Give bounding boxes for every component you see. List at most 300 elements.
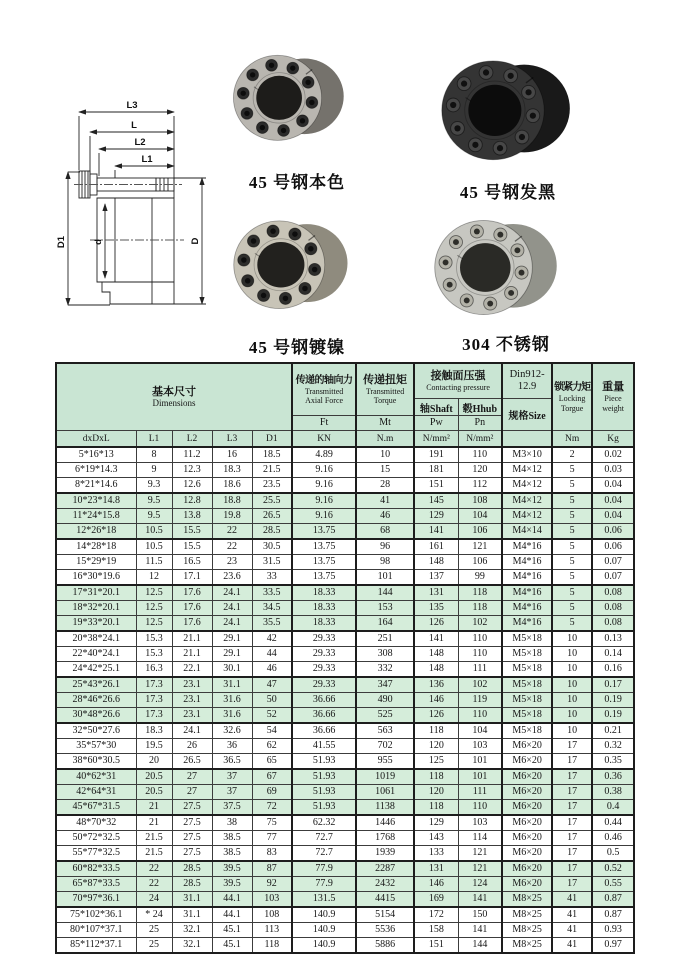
cell-ft: 72.7 [292, 846, 356, 862]
cell-l1: 20.5 [136, 769, 172, 785]
cell-kg: 0.08 [592, 585, 634, 601]
cell-dxdxl: 30*48*26.6 [56, 708, 136, 724]
cell-pn: 101 [458, 769, 502, 785]
cell-pw: 126 [414, 616, 458, 632]
cell-l2: 27.5 [172, 800, 212, 816]
cell-pw: 148 [414, 555, 458, 570]
cell-l3: 37 [212, 769, 252, 785]
cell-l1: 12.5 [136, 601, 172, 616]
cell-l2: 28.5 [172, 877, 212, 892]
cell-d1: 18.5 [252, 447, 292, 463]
cell-l2: 12.6 [172, 478, 212, 494]
cell-pw: 120 [414, 739, 458, 754]
cell-l3: 29.1 [212, 647, 252, 662]
cell-pw: 125 [414, 754, 458, 770]
cell-pw: 148 [414, 662, 458, 678]
cell-l2: 13.8 [172, 509, 212, 524]
cell-mt: 96 [356, 539, 414, 555]
unit-ft: KN [292, 431, 356, 448]
cell-kg: 0.5 [592, 846, 634, 862]
cell-size: M6×20 [502, 815, 552, 831]
cell-l1: 15.3 [136, 631, 172, 647]
cell-size: M5×18 [502, 647, 552, 662]
cell-l3: 37.5 [212, 800, 252, 816]
cell-l1: 22 [136, 861, 172, 877]
cell-kg: 0.16 [592, 662, 634, 678]
cell-d1: 47 [252, 677, 292, 693]
cell-size: M5×18 [502, 693, 552, 708]
cell-pn: 120 [458, 463, 502, 478]
cell-l3: 24.1 [212, 616, 252, 632]
cell-kg: 0.13 [592, 631, 634, 647]
cell-size: M4*16 [502, 555, 552, 570]
cell-l1: 10.5 [136, 524, 172, 540]
cell-nm: 5 [552, 509, 592, 524]
table-header [56, 363, 634, 447]
cell-nm: 41 [552, 907, 592, 923]
cell-pw: 146 [414, 693, 458, 708]
cell-pn: 106 [458, 524, 502, 540]
cell-nm: 5 [552, 601, 592, 616]
cell-pw: 141 [414, 524, 458, 540]
cell-kg: 0.44 [592, 815, 634, 831]
header-locking-torque: 锁紧力矩 Locking Torgue [552, 363, 592, 431]
cell-pn: 141 [458, 923, 502, 938]
cell-l3: 19.8 [212, 509, 252, 524]
cell-l3: 38 [212, 815, 252, 831]
cell-size: M6×20 [502, 800, 552, 816]
cell-l3: 45.1 [212, 938, 252, 954]
cell-l3: 36 [212, 739, 252, 754]
cell-d1: 108 [252, 907, 292, 923]
unit-dxdxl: dxDxL [56, 431, 136, 448]
table-row [56, 846, 634, 862]
cell-pn: 121 [458, 539, 502, 555]
cell-mt: 525 [356, 708, 414, 724]
cell-kg: 0.04 [592, 509, 634, 524]
cell-dxdxl: 11*24*15.8 [56, 509, 136, 524]
cell-dxdxl: 10*23*14.8 [56, 493, 136, 509]
cell-ft: 36.66 [292, 693, 356, 708]
cell-d1: 26.5 [252, 509, 292, 524]
cell-kg: 0.97 [592, 938, 634, 954]
header-pw-symbol: Pw [414, 416, 458, 431]
cell-size: M8×25 [502, 907, 552, 923]
cell-kg: 0.08 [592, 616, 634, 632]
cell-ft: 131.5 [292, 892, 356, 908]
cell-l2: 23.1 [172, 677, 212, 693]
cell-size: M6×20 [502, 831, 552, 846]
cell-l1: 8 [136, 447, 172, 463]
cell-dxdxl: 45*67*31.5 [56, 800, 136, 816]
cell-pn: 150 [458, 907, 502, 923]
cell-kg: 0.02 [592, 447, 634, 463]
cell-mt: 5154 [356, 907, 414, 923]
cell-dxdxl: 70*97*36.1 [56, 892, 136, 908]
cell-ft: 29.33 [292, 677, 356, 693]
cell-l2: 15.5 [172, 539, 212, 555]
cell-pw: 143 [414, 831, 458, 846]
cell-l2: 27.5 [172, 831, 212, 846]
cell-size: M6×20 [502, 739, 552, 754]
cell-ft: 41.55 [292, 739, 356, 754]
cell-d1: 77 [252, 831, 292, 846]
cell-mt: 1768 [356, 831, 414, 846]
cell-l3: 18.3 [212, 463, 252, 478]
cell-dxdxl: 38*60*30.5 [56, 754, 136, 770]
cell-mt: 4415 [356, 892, 414, 908]
cell-ft: 13.75 [292, 539, 356, 555]
cell-size: M3×10 [502, 447, 552, 463]
cell-l3: 18.6 [212, 478, 252, 494]
cell-nm: 17 [552, 846, 592, 862]
header-axial-force: 传递的轴向力 Transmitted Axial Force [292, 363, 356, 416]
cell-l2: 27 [172, 785, 212, 800]
cell-d1: 103 [252, 892, 292, 908]
cell-ft: 18.33 [292, 601, 356, 616]
table-row [56, 785, 634, 800]
cell-ft: 29.33 [292, 631, 356, 647]
cell-kg: 0.08 [592, 601, 634, 616]
cell-mt: 5886 [356, 938, 414, 954]
table-row [56, 907, 634, 923]
cell-l1: 20.5 [136, 785, 172, 800]
cell-size: M4×12 [502, 493, 552, 509]
table-row [56, 769, 634, 785]
table-row [56, 831, 634, 846]
table-row [56, 478, 634, 494]
product-label: 45 号钢发黑 [459, 183, 557, 202]
cell-mt: 308 [356, 647, 414, 662]
cell-mt: 1939 [356, 846, 414, 862]
cell-pn: 110 [458, 447, 502, 463]
cell-nm: 2 [552, 447, 592, 463]
cell-nm: 10 [552, 708, 592, 724]
locking-assembly-image [224, 36, 350, 166]
cell-kg: 0.07 [592, 570, 634, 586]
cell-l2: 27.5 [172, 815, 212, 831]
cell-dxdxl: 25*43*26.1 [56, 677, 136, 693]
cell-l3: 31.6 [212, 708, 252, 724]
cell-kg: 0.19 [592, 693, 634, 708]
table-row [56, 616, 634, 632]
cell-mt: 563 [356, 723, 414, 739]
cell-dxdxl: 75*102*36.1 [56, 907, 136, 923]
cell-l2: 17.6 [172, 616, 212, 632]
cell-pw: 131 [414, 861, 458, 877]
cell-nm: 17 [552, 769, 592, 785]
cell-pw: 129 [414, 509, 458, 524]
cell-ft: 9.16 [292, 463, 356, 478]
cell-size: M6×20 [502, 877, 552, 892]
cell-kg: 0.38 [592, 785, 634, 800]
table-row [56, 493, 634, 509]
cell-l1: 9.5 [136, 493, 172, 509]
cell-pn: 118 [458, 585, 502, 601]
cell-d1: 31.5 [252, 555, 292, 570]
cell-pw: 129 [414, 815, 458, 831]
cell-dxdxl: 35*57*30 [56, 739, 136, 754]
cell-ft: 62.32 [292, 815, 356, 831]
cell-l1: * 24 [136, 907, 172, 923]
cell-dxdxl: 65*87*33.5 [56, 877, 136, 892]
cell-mt: 10 [356, 447, 414, 463]
cell-l3: 24.1 [212, 601, 252, 616]
cell-l2: 24.1 [172, 723, 212, 739]
cell-l3: 30.1 [212, 662, 252, 678]
cell-ft: 36.66 [292, 708, 356, 724]
cell-ft: 18.33 [292, 616, 356, 632]
cell-kg: 0.03 [592, 463, 634, 478]
cell-nm: 41 [552, 938, 592, 954]
table-row [56, 708, 634, 724]
cell-nm: 17 [552, 739, 592, 754]
cell-size: M4×12 [502, 478, 552, 494]
cell-d1: 72 [252, 800, 292, 816]
unit-l1: L1 [136, 431, 172, 448]
cell-nm: 5 [552, 555, 592, 570]
cell-size: M4×14 [502, 524, 552, 540]
table-row [56, 923, 634, 938]
cell-nm: 5 [552, 524, 592, 540]
cell-l3: 32.6 [212, 723, 252, 739]
cell-l1: 15.3 [136, 647, 172, 662]
cell-dxdxl: 80*107*37.1 [56, 923, 136, 938]
cell-nm: 10 [552, 647, 592, 662]
cell-pw: 148 [414, 647, 458, 662]
cell-dxdxl: 32*50*27.6 [56, 723, 136, 739]
cell-nm: 41 [552, 923, 592, 938]
cell-kg: 0.06 [592, 524, 634, 540]
table-row [56, 677, 634, 693]
cell-mt: 2287 [356, 861, 414, 877]
cell-l1: 22 [136, 877, 172, 892]
cell-nm: 5 [552, 463, 592, 478]
cell-ft: 18.33 [292, 585, 356, 601]
cell-l3: 29.1 [212, 631, 252, 647]
cell-dxdxl: 40*62*31 [56, 769, 136, 785]
cell-ft: 29.33 [292, 647, 356, 662]
cell-l3: 22 [212, 524, 252, 540]
unit-nm: Nm [552, 431, 592, 448]
cell-dxdxl: 19*33*20.1 [56, 616, 136, 632]
cell-pn: 141 [458, 892, 502, 908]
cell-pn: 121 [458, 861, 502, 877]
table-row [56, 754, 634, 770]
cell-size: M4*16 [502, 585, 552, 601]
cell-size: M5×18 [502, 631, 552, 647]
table-row [56, 463, 634, 478]
table-row [56, 693, 634, 708]
cell-l2: 17.6 [172, 601, 212, 616]
cell-ft: 51.93 [292, 785, 356, 800]
unit-kg: Kg [592, 431, 634, 448]
cell-size: M6×20 [502, 785, 552, 800]
table-row [56, 861, 634, 877]
cell-ft: 13.75 [292, 570, 356, 586]
cell-nm: 17 [552, 831, 592, 846]
cell-size: M5×18 [502, 723, 552, 739]
cell-size: M4*16 [502, 616, 552, 632]
cell-kg: 0.07 [592, 555, 634, 570]
unit-l2: L2 [172, 431, 212, 448]
cell-l1: 19.5 [136, 739, 172, 754]
cell-mt: 144 [356, 585, 414, 601]
cell-l1: 21 [136, 815, 172, 831]
cell-pw: 181 [414, 463, 458, 478]
cell-nm: 17 [552, 800, 592, 816]
cell-l1: 20 [136, 754, 172, 770]
cell-l1: 9 [136, 463, 172, 478]
cell-mt: 1019 [356, 769, 414, 785]
cell-size: M5×18 [502, 677, 552, 693]
cell-dxdxl: 18*32*20.1 [56, 601, 136, 616]
cell-pw: 146 [414, 877, 458, 892]
cell-nm: 5 [552, 478, 592, 494]
cell-l1: 17.3 [136, 677, 172, 693]
cell-d1: 28.5 [252, 524, 292, 540]
cell-l3: 44.1 [212, 892, 252, 908]
cell-pn: 111 [458, 785, 502, 800]
cell-l1: 11.5 [136, 555, 172, 570]
cell-kg: 0.06 [592, 539, 634, 555]
cell-nm: 10 [552, 693, 592, 708]
cell-d1: 54 [252, 723, 292, 739]
cell-l2: 11.2 [172, 447, 212, 463]
cell-l3: 38.5 [212, 831, 252, 846]
cell-d1: 69 [252, 785, 292, 800]
header-din: Din912- 12.9 [502, 363, 552, 399]
cell-mt: 1061 [356, 785, 414, 800]
unit-row [56, 431, 634, 448]
cell-nm: 17 [552, 754, 592, 770]
cell-l2: 22.1 [172, 662, 212, 678]
cell-pw: 158 [414, 923, 458, 938]
cell-pw: 137 [414, 570, 458, 586]
cell-l3: 37 [212, 785, 252, 800]
cell-nm: 10 [552, 662, 592, 678]
cell-d1: 42 [252, 631, 292, 647]
cell-kg: 0.87 [592, 892, 634, 908]
cell-l3: 23.6 [212, 570, 252, 586]
cell-d1: 23.5 [252, 478, 292, 494]
cell-ft: 72.7 [292, 831, 356, 846]
cell-l3: 39.5 [212, 861, 252, 877]
cell-l1: 21 [136, 800, 172, 816]
cell-mt: 490 [356, 693, 414, 708]
cell-l1: 12.5 [136, 585, 172, 601]
cell-mt: 332 [356, 662, 414, 678]
cell-kg: 0.19 [592, 708, 634, 724]
cell-size: M4*16 [502, 539, 552, 555]
cell-nm: 5 [552, 570, 592, 586]
table-row [56, 447, 634, 463]
cell-d1: 52 [252, 708, 292, 724]
cell-pw: 133 [414, 846, 458, 862]
header-dimensions: 基本尺寸 Dimensions [56, 363, 292, 431]
cell-l2: 15.5 [172, 524, 212, 540]
cell-d1: 75 [252, 815, 292, 831]
cell-nm: 5 [552, 616, 592, 632]
header-contact-pressure: 接触面压强 Contacting pressure [414, 363, 502, 399]
cell-mt: 46 [356, 509, 414, 524]
cell-size: M6×20 [502, 846, 552, 862]
cell-pw: 126 [414, 708, 458, 724]
spec-table [55, 362, 635, 954]
cell-mt: 98 [356, 555, 414, 570]
cell-l3: 23 [212, 555, 252, 570]
cell-d1: 33 [252, 570, 292, 586]
cell-d1: 50 [252, 693, 292, 708]
cell-kg: 0.04 [592, 478, 634, 494]
cell-pn: 124 [458, 877, 502, 892]
locking-assembly-image [430, 50, 578, 178]
cell-pw: 145 [414, 493, 458, 509]
cell-pw: 136 [414, 677, 458, 693]
dim-label-l: L [131, 120, 137, 131]
cell-l1: 10.5 [136, 539, 172, 555]
cell-d1: 87 [252, 861, 292, 877]
cell-l1: 17.3 [136, 708, 172, 724]
cell-kg: 0.35 [592, 754, 634, 770]
cell-l2: 12.3 [172, 463, 212, 478]
cell-dxdxl: 60*82*33.5 [56, 861, 136, 877]
cell-l2: 27 [172, 769, 212, 785]
product-photo-steel-natural [224, 36, 350, 166]
header-shaft: 轴Shaft [414, 399, 458, 416]
dim-label-l2: L2 [134, 137, 146, 148]
cell-pw: 169 [414, 892, 458, 908]
cell-mt: 955 [356, 754, 414, 770]
cell-ft: 13.75 [292, 524, 356, 540]
cell-l1: 18.3 [136, 723, 172, 739]
cell-pn: 119 [458, 693, 502, 708]
cell-size: M4×12 [502, 463, 552, 478]
table-row [56, 631, 634, 647]
cell-ft: 9.16 [292, 478, 356, 494]
cell-dxdxl: 8*21*14.6 [56, 478, 136, 494]
cell-dxdxl: 50*72*32.5 [56, 831, 136, 846]
cell-pn: 144 [458, 938, 502, 954]
cell-size: M8×25 [502, 938, 552, 954]
cell-mt: 153 [356, 601, 414, 616]
cell-pw: 151 [414, 938, 458, 954]
cell-dxdxl: 42*64*31 [56, 785, 136, 800]
cell-d1: 35.5 [252, 616, 292, 632]
cell-d1: 83 [252, 846, 292, 862]
cell-pn: 118 [458, 601, 502, 616]
table-row [56, 739, 634, 754]
header-hub: 毂Hhub [458, 399, 502, 416]
cell-l3: 45.1 [212, 923, 252, 938]
unit-pw: N/mm² [414, 431, 458, 448]
cell-size: M6×20 [502, 754, 552, 770]
dim-label-D: D [190, 237, 201, 245]
cell-dxdxl: 48*70*32 [56, 815, 136, 831]
cell-ft: 36.66 [292, 723, 356, 739]
cell-l2: 21.1 [172, 631, 212, 647]
cell-l1: 21.5 [136, 846, 172, 862]
cell-l3: 39.5 [212, 877, 252, 892]
cell-pw: 118 [414, 769, 458, 785]
cell-l2: 23.1 [172, 708, 212, 724]
cell-mt: 164 [356, 616, 414, 632]
table-row [56, 892, 634, 908]
cell-d1: 67 [252, 769, 292, 785]
cell-pw: 191 [414, 447, 458, 463]
unit-pn: N/mm² [458, 431, 502, 448]
cell-mt: 1138 [356, 800, 414, 816]
